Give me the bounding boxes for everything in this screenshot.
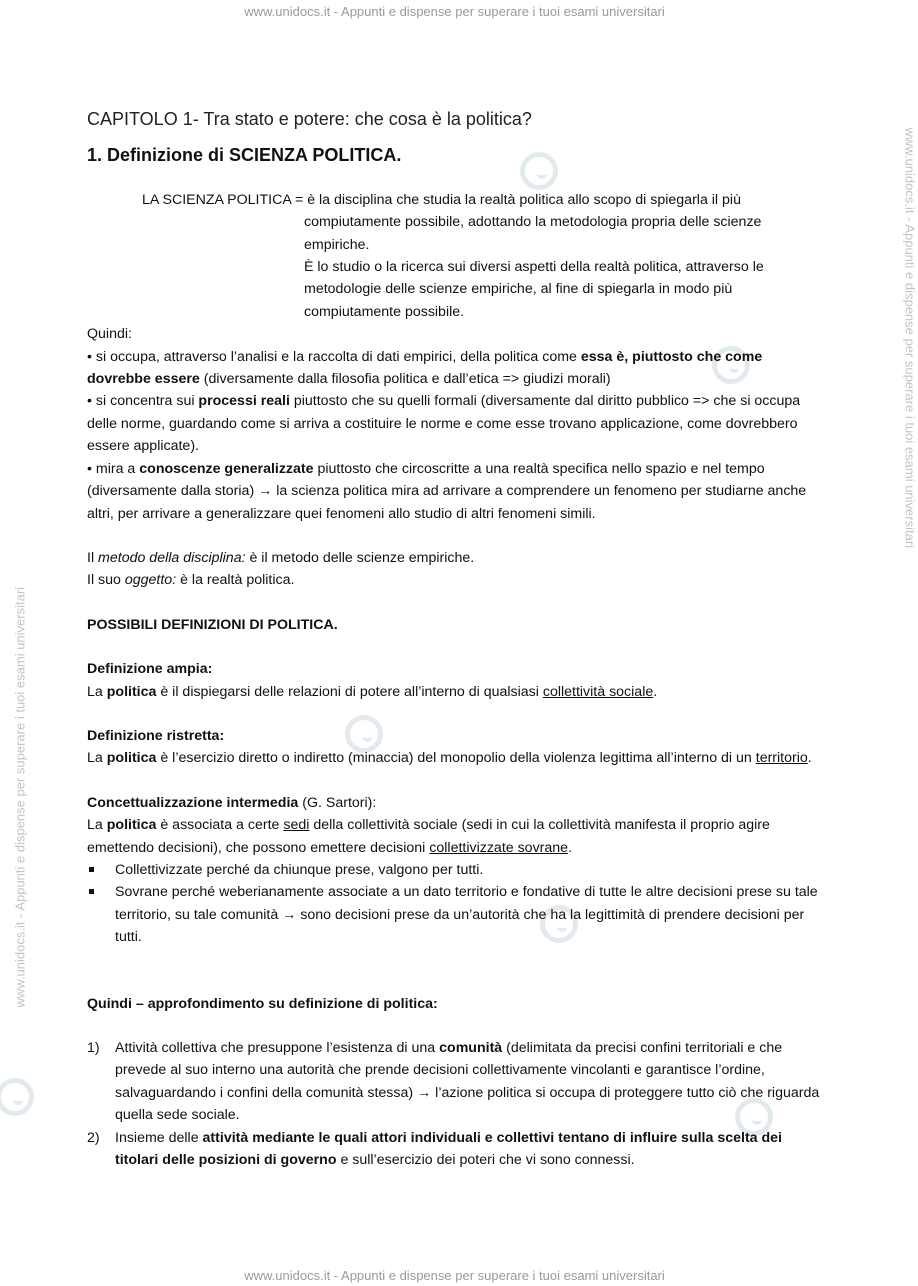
- bullet-item: • si occupa, attraverso l’analisi e la raccolta di dati empirici, della politica come essa è, piuttosto che come dovrebbe essere (diversamente dalla filosofia politica e dall’etica => giudizi morali): [87, 348, 763, 388]
- definition-line-1: LA SCIENZA POLITICA = è la disciplina che studia la realtà politica allo scopo di spiegarla il più: [142, 191, 741, 208]
- possible-definitions-heading: POSSIBILI DEFINIZIONI DI POLITICA.: [87, 616, 338, 633]
- definition-paragraph-2: È lo studio o la ricerca sui diversi aspetti della realtà politica, attraverso le metodologie delle scienze empiriche, al fine di spiegarla in modo più compiutamente possibile.: [304, 259, 764, 320]
- object-line: Il suo oggetto: è la realtà politica.: [87, 572, 295, 589]
- definition-line-2: compiutamente possibile, adottando la metodologia propria delle scienze empiriche.: [304, 214, 762, 253]
- intermediate-list: [87, 859, 827, 949]
- list-item: Sovrane perché weberianamente associate a un dato territorio e fondative di tutte le altre decisioni prese su tale territorio, su tale comunità → sono decisioni prese da un’autorità che ha la legittimità di prendere decisioni per tutti.: [87, 881, 827, 948]
- intermediate-definition-text: La politica è associata a certe sedi della collettività sociale (sedi in cui la collettività manifesta il proprio agire emettendo decisioni), che possono emettere decisioni collettivizzate sovrane.: [87, 817, 770, 856]
- method-line: Il metodo della disciplina: è il metodo delle scienze empiriche.: [87, 549, 475, 566]
- list-item: Collettivizzate perché da chiunque prese, valgono per tutti.: [87, 859, 827, 881]
- section-heading: 1. Definizione di SCIENZA POLITICA.: [87, 145, 402, 166]
- footer-watermark: www.unidocs.it - Appunti e dispense per superare i tuoi esami universitari: [244, 1268, 665, 1283]
- definition-term: LA SCIENZA POLITICA =: [142, 191, 308, 208]
- left-side-watermark: www.unidocs.it - Appunti e dispense per superare i tuoi esami universitari: [12, 586, 28, 1008]
- bullet-item: • mira a conoscenze generalizzate piuttosto che circoscritte a una realtà specifica nello spazio e nel tempo (diversamente dalla storia) → la scienza politica mira ad arrivare a comprendere un fenomeno per studiarne anche altri, per arrivare a generalizzare quei fenomeni allo studio di altri fenomeni simili.: [87, 460, 807, 522]
- intermediate-definition-heading: Concettualizzazione intermedia (G. Sartori):: [87, 794, 377, 811]
- narrow-definition-text: La politica è l’esercizio diretto o indiretto (minaccia) del monopolio della violenza legittima all’interno di un territorio.: [87, 750, 812, 767]
- quindi-label: Quindi:: [87, 326, 132, 343]
- numbered-item: 2) Insieme delle attività mediante le quali attori individuali e collettivi tentano di influire sulla scelta dei titolari delle posizioni di governo e sull’esercizio dei poteri che vi sono connessi.: [87, 1129, 782, 1169]
- approfondimento-heading: Quindi – approfondimento su definizione di politica:: [87, 995, 438, 1012]
- broad-definition-text: La politica è il dispiegarsi delle relazioni di potere all’interno di qualsiasi collettività sociale.: [87, 683, 658, 700]
- document-page: [87, 108, 827, 1171]
- watermark-logo-icon: [0, 1078, 34, 1116]
- bullet-item: • si concentra sui processi reali piuttosto che su quelli formali (diversamente dal diritto pubblico => che si occupa delle norme, guardando come si arriva a costituire le norme e come esse trovano applicazione, come dovrebbero essere applicate).: [87, 393, 801, 455]
- numbered-list: [87, 1037, 827, 1171]
- numbered-item: 1) Attività collettiva che presuppone l’esistenza di una comunità (delimitata da precisi confini territoriali e che prevede al suo interno una autorità che prende decisioni collettivamente vincolanti e garantisce l’ordine, salvaguardando i confini della comunità stessa) → l’azione politica si occupa di proteggere tutto ciò che riguarda quella sede sociale.: [87, 1040, 820, 1124]
- broad-definition-heading: Definizione ampia:: [87, 661, 213, 678]
- header-watermark: www.unidocs.it - Appunti e dispense per superare i tuoi esami universitari: [244, 4, 665, 19]
- chapter-title: CAPITOLO 1- Tra stato e potere: che cosa è la politica?: [87, 109, 532, 129]
- definition-block: [142, 189, 827, 323]
- narrow-definition-heading: Definizione ristretta:: [87, 727, 225, 744]
- right-side-watermark: www.unidocs.it - Appunti e dispense per superare i tuoi esami universitari: [902, 127, 918, 549]
